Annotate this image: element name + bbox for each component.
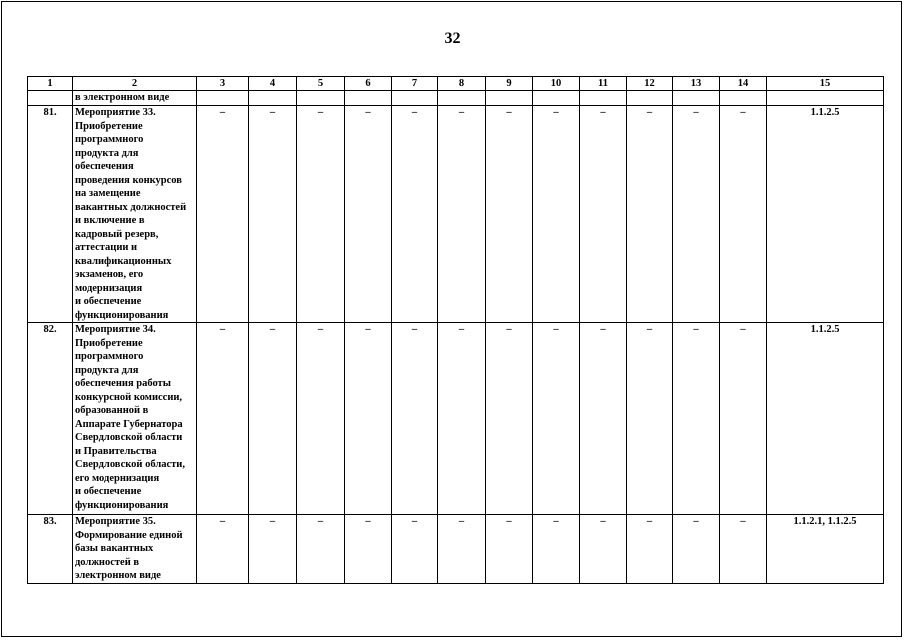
- description-line: продукта для: [75, 364, 139, 376]
- description-line: на замещение: [75, 188, 141, 199]
- header-row: [28, 77, 884, 91]
- value-cell: –: [249, 323, 297, 515]
- value-cell: –: [627, 323, 673, 515]
- description-line: Формирование единой: [75, 529, 183, 541]
- value-cell: –: [580, 323, 627, 515]
- continuation-num-cell: [28, 91, 73, 106]
- value-cell: –: [673, 106, 720, 323]
- header-cell: 6: [345, 77, 392, 91]
- header-cell: 11: [580, 77, 627, 91]
- description-line: квалификационных: [75, 255, 172, 267]
- description-line: проведения конкурсов: [75, 174, 182, 186]
- description-line: и Правительства: [75, 445, 157, 457]
- description-line: программного: [75, 351, 144, 362]
- header-cell: 9: [486, 77, 533, 91]
- description-line: Приобретение: [75, 337, 143, 349]
- value-cell: –: [438, 106, 486, 323]
- value-cell: –: [673, 323, 720, 515]
- target-indicator-ref: 1.1.2.1, 1.1.2.5: [767, 515, 884, 584]
- value-cell: –: [580, 106, 627, 323]
- header-cell: 15: [767, 77, 884, 91]
- value-cell: –: [345, 323, 392, 515]
- description-line: продукта для: [75, 147, 139, 159]
- header-cell: 4: [249, 77, 297, 91]
- row-number: 82.: [28, 323, 73, 515]
- description-line: Мероприятие 33.: [75, 107, 156, 118]
- description-line: Свердловской области,: [75, 459, 185, 470]
- value-cell: –: [438, 515, 486, 584]
- header-cell: 10: [533, 77, 580, 91]
- table-row: [28, 323, 884, 515]
- value-cell: –: [720, 106, 767, 323]
- description-line: Мероприятие 35.: [75, 516, 156, 527]
- description-line: его модернизация: [75, 472, 160, 484]
- value-cell: –: [533, 323, 580, 515]
- header-cell: 14: [720, 77, 767, 91]
- header-cell: 5: [297, 77, 345, 91]
- description-line: вакантных должностей: [75, 201, 187, 213]
- value-cell: –: [297, 515, 345, 584]
- measure-description: [73, 515, 197, 584]
- continuation-row: [28, 91, 884, 106]
- value-cell: –: [580, 515, 627, 584]
- value-cell: –: [486, 106, 533, 323]
- measure-description: [73, 106, 197, 323]
- description-line: электронном виде: [75, 570, 161, 581]
- header-cell: 7: [392, 77, 438, 91]
- description-line: и обеспечение: [75, 296, 142, 307]
- header-cell: 3: [197, 77, 249, 91]
- value-cell: –: [345, 515, 392, 584]
- description-line: Аппарате Губернатора: [75, 418, 183, 430]
- value-cell: –: [345, 106, 392, 323]
- description-line: аттестации и: [75, 242, 138, 253]
- description-line: и включение в: [75, 215, 145, 226]
- row-number: 81.: [28, 106, 73, 323]
- value-cell: –: [720, 323, 767, 515]
- value-cell: –: [197, 106, 249, 323]
- value-cell: –: [533, 106, 580, 323]
- page-number: 32: [444, 30, 461, 47]
- description-line: конкурсной комиссии,: [75, 391, 183, 403]
- value-cell: –: [297, 323, 345, 515]
- value-cell: –: [627, 106, 673, 323]
- continuation-text: в электронном виде: [73, 91, 197, 106]
- value-cell: –: [720, 515, 767, 584]
- table-row: [28, 106, 884, 323]
- description-line: обеспечения работы: [75, 378, 171, 389]
- description-line: программного: [75, 134, 144, 145]
- description-line: функционирования: [75, 309, 169, 321]
- target-indicator-ref: 1.1.2.5: [767, 106, 884, 323]
- description-line: и обеспечение: [75, 486, 142, 497]
- value-cell: –: [486, 323, 533, 515]
- description-line: экзаменов, его: [75, 269, 144, 280]
- value-cell: –: [486, 515, 533, 584]
- description-line: кадровый резерв,: [75, 228, 159, 240]
- description-line: функционирования: [75, 499, 169, 511]
- description-line: Свердловской области: [75, 432, 183, 443]
- value-cell: –: [392, 106, 438, 323]
- header-cell: 2: [73, 77, 197, 91]
- description-line: должностей в: [75, 556, 140, 568]
- description-line: образованной в: [75, 405, 149, 416]
- table-row: [28, 515, 884, 584]
- description-line: обеспечения: [75, 161, 134, 172]
- description-line: базы вакантных: [75, 543, 154, 554]
- measure-description: [73, 323, 197, 515]
- value-cell: –: [249, 106, 297, 323]
- target-indicator-ref: 1.1.2.5: [767, 323, 884, 515]
- value-cell: –: [673, 515, 720, 584]
- value-cell: –: [249, 515, 297, 584]
- header-cell: 1: [28, 77, 73, 91]
- header-cell: 12: [627, 77, 673, 91]
- header-cell: 13: [673, 77, 720, 91]
- description-line: модернизация: [75, 282, 143, 294]
- measures-table: [27, 76, 884, 584]
- value-cell: –: [438, 323, 486, 515]
- value-cell: –: [197, 515, 249, 584]
- value-cell: –: [297, 106, 345, 323]
- value-cell: –: [392, 323, 438, 515]
- value-cell: –: [392, 515, 438, 584]
- header-cell: 8: [438, 77, 486, 91]
- value-cell: –: [197, 323, 249, 515]
- row-number: 83.: [28, 515, 73, 584]
- value-cell: –: [533, 515, 580, 584]
- description-line: Мероприятие 34.: [75, 324, 156, 335]
- description-line: Приобретение: [75, 120, 143, 132]
- value-cell: –: [627, 515, 673, 584]
